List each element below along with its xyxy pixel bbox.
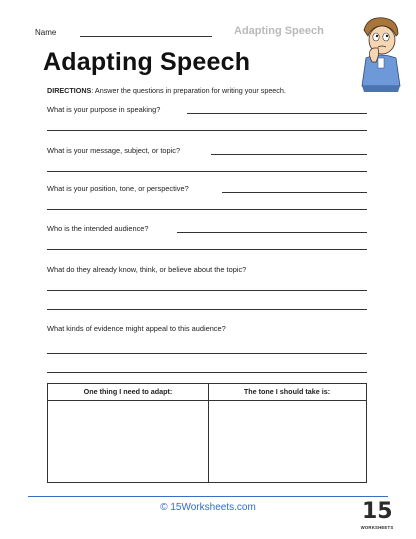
answer-line[interactable] bbox=[47, 130, 367, 131]
directions-label: DIRECTIONS bbox=[47, 86, 92, 95]
directions-text: : Answer the questions in preparation for writing your speech. bbox=[91, 86, 286, 95]
answer-line[interactable] bbox=[47, 209, 367, 210]
question-6: What kinds of evidence might appeal to this audience? bbox=[47, 324, 226, 333]
name-label: Name bbox=[35, 28, 57, 37]
footer-divider bbox=[28, 496, 388, 497]
adapt-tone-table bbox=[47, 383, 367, 483]
header-title: Adapting Speech bbox=[234, 25, 324, 37]
logo-text: WORKSHEETS bbox=[360, 525, 394, 530]
footer-copyright[interactable]: © 15Worksheets.com bbox=[160, 502, 256, 513]
question-2: What is your message, subject, or topic? bbox=[47, 146, 181, 155]
answer-line[interactable] bbox=[222, 192, 367, 193]
table-header-tone: The tone I should take is: bbox=[208, 384, 366, 401]
thinking-boy-illustration bbox=[352, 14, 408, 94]
question-1: What is your purpose in speaking? bbox=[47, 105, 161, 114]
table-cell-adapt[interactable] bbox=[48, 401, 208, 482]
name-line[interactable] bbox=[80, 36, 212, 37]
table-cell-tone[interactable] bbox=[208, 401, 366, 482]
answer-line[interactable] bbox=[47, 171, 367, 172]
answer-line[interactable] bbox=[47, 290, 367, 291]
table-column-tone bbox=[208, 384, 366, 482]
question-5: What do they already know, think, or believe about the topic? bbox=[47, 265, 247, 274]
answer-line[interactable] bbox=[211, 154, 367, 155]
answer-line[interactable] bbox=[177, 232, 367, 233]
logo-number: 15 bbox=[362, 499, 393, 524]
answer-line[interactable] bbox=[47, 249, 367, 250]
worksheets-logo bbox=[362, 500, 392, 534]
answer-line[interactable] bbox=[187, 113, 367, 114]
page-title: Adapting Speech bbox=[43, 48, 251, 76]
table-column-adapt bbox=[48, 384, 209, 482]
question-4: Who is the intended audience? bbox=[47, 224, 149, 233]
directions bbox=[47, 86, 286, 95]
answer-line[interactable] bbox=[47, 353, 367, 354]
table-header-adapt: One thing I need to adapt: bbox=[48, 384, 208, 401]
question-3: What is your position, tone, or perspective? bbox=[47, 184, 189, 193]
answer-line[interactable] bbox=[47, 309, 367, 310]
answer-line[interactable] bbox=[47, 372, 367, 373]
